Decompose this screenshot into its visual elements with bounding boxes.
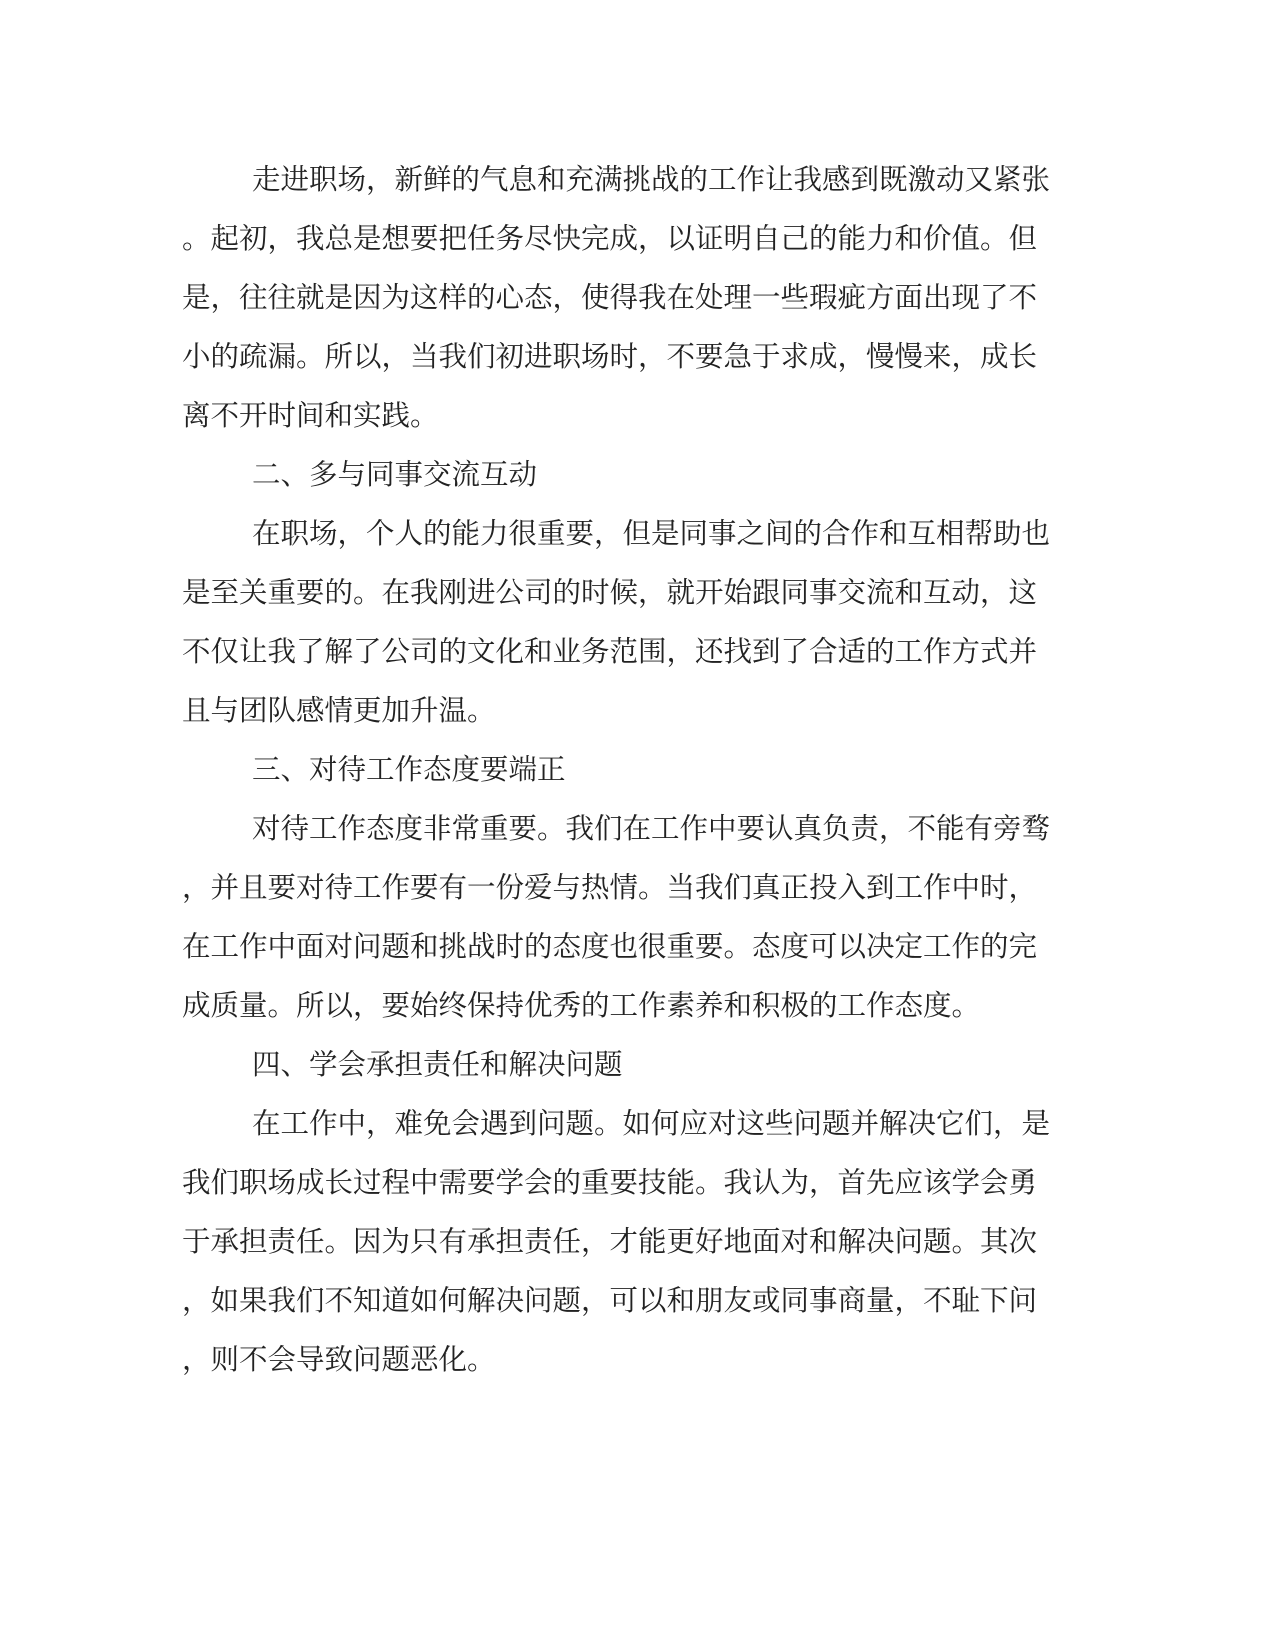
paragraph-1-line-2: 。起初，我总是想要把任务尽快完成，以证明自己的能力和价值。但 <box>182 222 1038 255</box>
paragraph-1-line-4: 小的疏漏。所以，当我们初进职场时，不要急于求成，慢慢来，成长 <box>182 340 1038 373</box>
paragraph-4-line-5: ，则不会导致问题恶化。 <box>182 1343 496 1376</box>
paragraph-3-line-1: 对待工作态度非常重要。我们在工作中要认真负责，不能有旁骛 <box>252 812 1051 845</box>
section-heading-3: 三、对待工作态度要端正 <box>252 753 566 786</box>
paragraph-3-line-3: 在工作中面对问题和挑战时的态度也很重要。态度可以决定工作的完 <box>182 930 1038 963</box>
paragraph-1-line-1: 走进职场，新鲜的气息和充满挑战的工作让我感到既激动又紧张 <box>252 163 1051 196</box>
paragraph-3-line-4: 成质量。所以，要始终保持优秀的工作素养和积极的工作态度。 <box>182 989 981 1022</box>
paragraph-3-line-2: ，并且要对待工作要有一份爱与热情。当我们真正投入到工作中时， <box>182 871 1038 904</box>
paragraph-1-line-3: 是，往往就是因为这样的心态，使得我在处理一些瑕疵方面出现了不 <box>182 281 1038 314</box>
paragraph-4-line-2: 我们职场成长过程中需要学会的重要技能。我认为，首先应该学会勇 <box>182 1166 1038 1199</box>
paragraph-4-line-4: ，如果我们不知道如何解决问题，可以和朋友或同事商量，不耻下问 <box>182 1284 1038 1317</box>
paragraph-1-line-5: 离不开时间和实践。 <box>182 399 439 432</box>
paragraph-2-line-1: 在职场，个人的能力很重要，但是同事之间的合作和互相帮助也 <box>252 517 1051 550</box>
paragraph-4-line-3: 于承担责任。因为只有承担责任，才能更好地面对和解决问题。其次 <box>182 1225 1038 1258</box>
paragraph-2-line-2: 是至关重要的。在我刚进公司的时候，就开始跟同事交流和互动，这 <box>182 576 1038 609</box>
section-heading-4: 四、学会承担责任和解决问题 <box>252 1048 623 1081</box>
paragraph-4-line-1: 在工作中，难免会遇到问题。如何应对这些问题并解决它们，是 <box>252 1107 1051 1140</box>
paragraph-2-line-3: 不仅让我了解了公司的文化和业务范围，还找到了合适的工作方式并 <box>182 635 1038 668</box>
paragraph-2-line-4: 且与团队感情更加升温。 <box>182 694 496 727</box>
section-heading-2: 二、多与同事交流互动 <box>252 458 538 491</box>
